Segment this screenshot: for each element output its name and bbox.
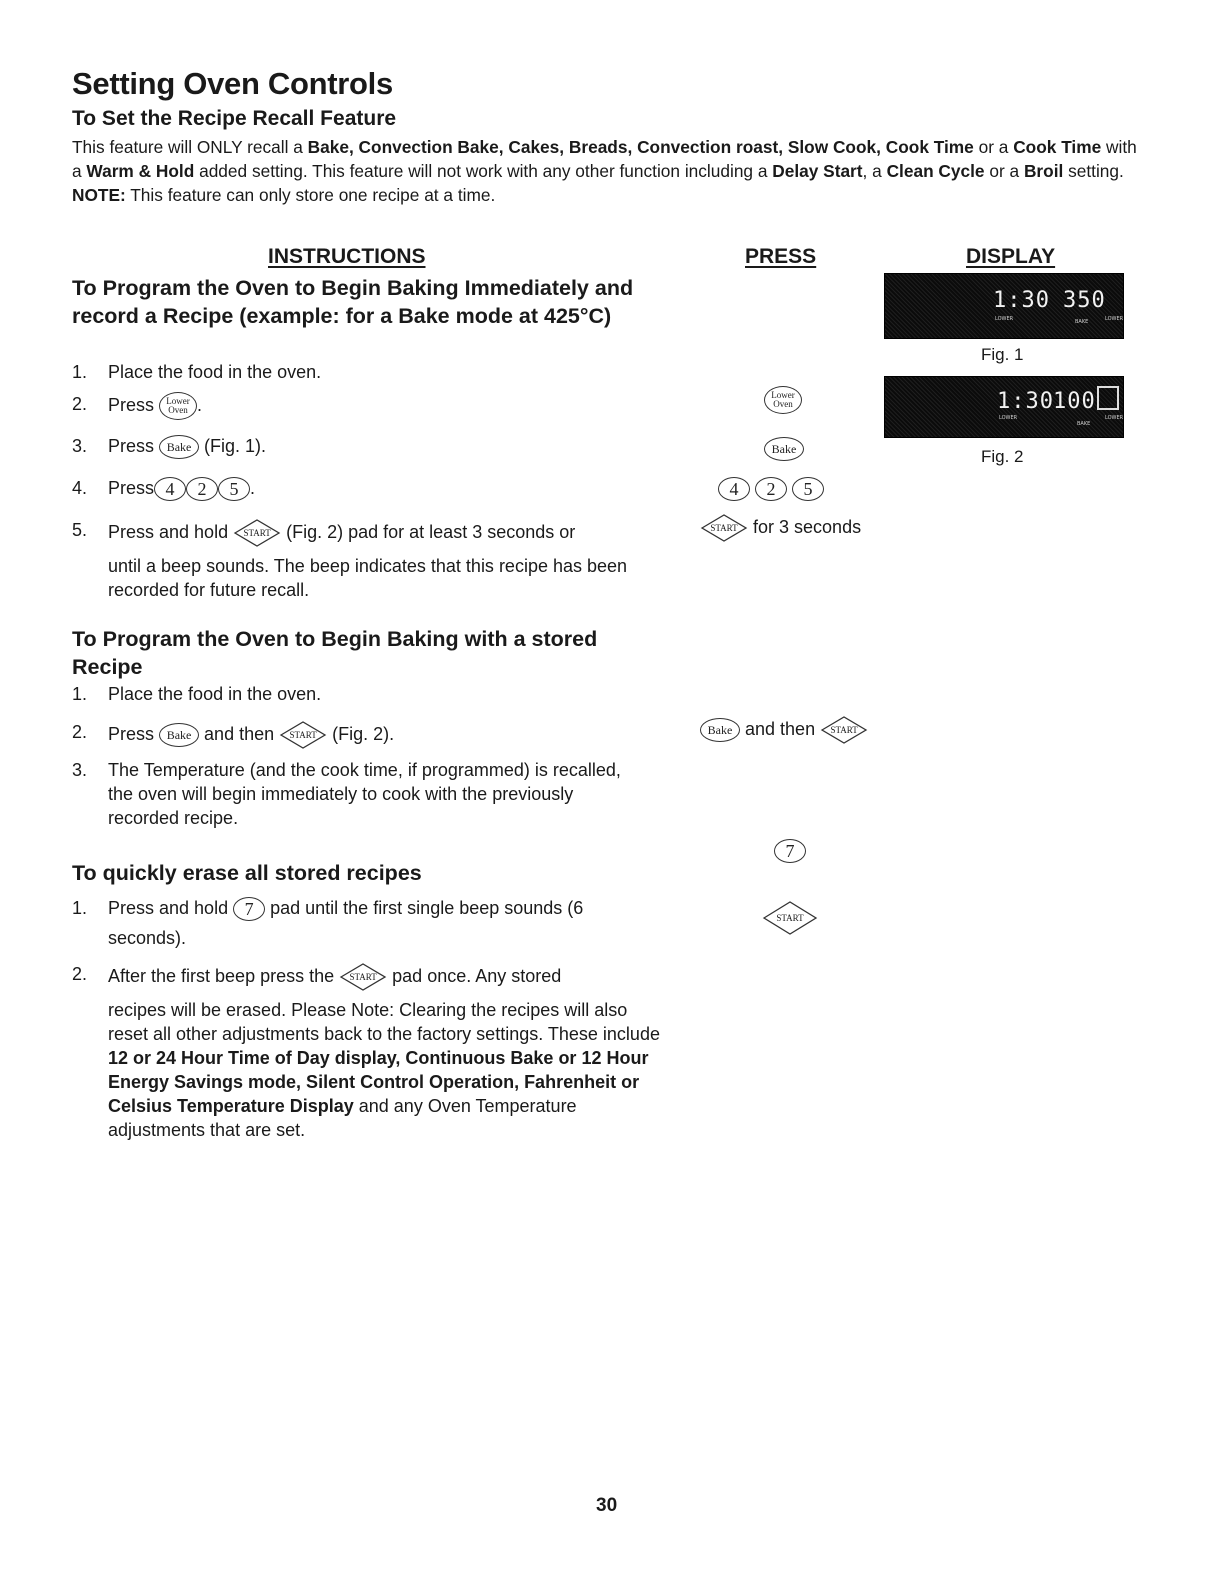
section2-heading: To Program the Oven to Begin Baking with a stored Recipe	[72, 627, 598, 679]
display-label: LOWER	[995, 316, 1014, 322]
lower-oven-key-icon: Lower Oven	[159, 392, 197, 420]
display-fig1	[884, 273, 1124, 339]
press-bake-then-start: Bake and then START	[700, 715, 868, 745]
instructions-column-header: INSTRUCTIONS	[268, 245, 426, 268]
lower-oven-key-icon: Lower Oven	[764, 386, 802, 414]
intro-paragraph: This feature will ONLY recall a Bake, Convection Bake, Cakes, Breads, Convection roast, Slow Cook, Cook Time or a Cook Time with a Warm & Hold added setting. This feature will not work with any other function including a Delay Start, a Clean Cycle or a Broil setting. NOTE: This feature can only store one recipe at a time.	[72, 137, 1137, 205]
section1-heading: To Program the Oven to Begin Baking Immediately and record a Recipe (example: for a Bake mode at 425°C)	[72, 276, 634, 328]
press-4-2-5	[718, 476, 824, 501]
start-key-icon: START	[762, 900, 818, 936]
start-key-icon: START	[233, 518, 281, 548]
press-lower-oven	[764, 386, 802, 414]
display-label: LOWER	[999, 415, 1018, 421]
display-label: BAKE	[1075, 319, 1089, 325]
press-bake	[764, 436, 804, 461]
display-time: 1:30	[993, 288, 1050, 313]
key-7-icon: 7	[233, 897, 265, 921]
press-column-header: PRESS	[745, 245, 817, 268]
start-key-icon: START	[339, 962, 387, 992]
display-label: BAKE	[1077, 421, 1091, 427]
press-start	[762, 900, 818, 936]
bake-key-icon: Bake	[764, 437, 804, 461]
fig2-caption: Fig. 2	[981, 447, 1024, 466]
bake-key-icon: Bake	[700, 718, 740, 742]
start-key-icon: START	[820, 715, 868, 745]
display-temp: 100	[1053, 389, 1096, 414]
start-key-icon: START	[700, 513, 748, 543]
key-2-icon: 2	[755, 477, 787, 501]
section-subtitle: To Set the Recipe Recall Feature	[72, 107, 397, 130]
display-column-header: DISPLAY	[966, 245, 1056, 268]
press-start-3-seconds: START for 3 seconds	[700, 513, 861, 543]
key-5-icon: 5	[792, 477, 824, 501]
bake-key-icon: Bake	[159, 723, 199, 747]
page-number: 30	[596, 1495, 618, 1516]
key-7-icon: 7	[774, 839, 806, 863]
s1-step-5-continuation: until a beep sounds. The beep indicates that this recipe has been recorded for future recall.	[108, 556, 628, 600]
key-2-icon: 2	[186, 477, 218, 501]
fig1-caption: Fig. 1	[981, 345, 1024, 364]
page-title: Setting Oven Controls	[72, 66, 393, 101]
section3-heading: To quickly erase all stored recipes	[72, 861, 422, 885]
key-4-icon: 4	[154, 477, 186, 501]
start-key-icon: START	[279, 720, 327, 750]
key-4-icon: 4	[718, 477, 750, 501]
display-label: LOWER	[1105, 415, 1124, 421]
display-fig2	[884, 376, 1124, 438]
display-label: LOWER	[1105, 316, 1124, 322]
bake-key-icon: Bake	[159, 435, 199, 459]
display-time: 1:30	[997, 389, 1054, 414]
s3-step-2-continuation: recipes will be erased. Please Note: Clearing the recipes will also reset all other adjustments back to the factory settings. These include 12 or 24 Hour Time of Day display, Continuous Bake or 12 Hour Energy Savings mode, Silent Control Operation, Fahrenheit or Celsius Temperature Display and any Oven Temperature adjustments that are set.	[108, 1000, 660, 1140]
press-7	[774, 838, 806, 863]
s3-step-1-continuation: seconds).	[108, 928, 187, 948]
key-5-icon: 5	[218, 477, 250, 501]
display-temp: 350	[1063, 288, 1106, 313]
display-door-icon	[1097, 386, 1119, 410]
